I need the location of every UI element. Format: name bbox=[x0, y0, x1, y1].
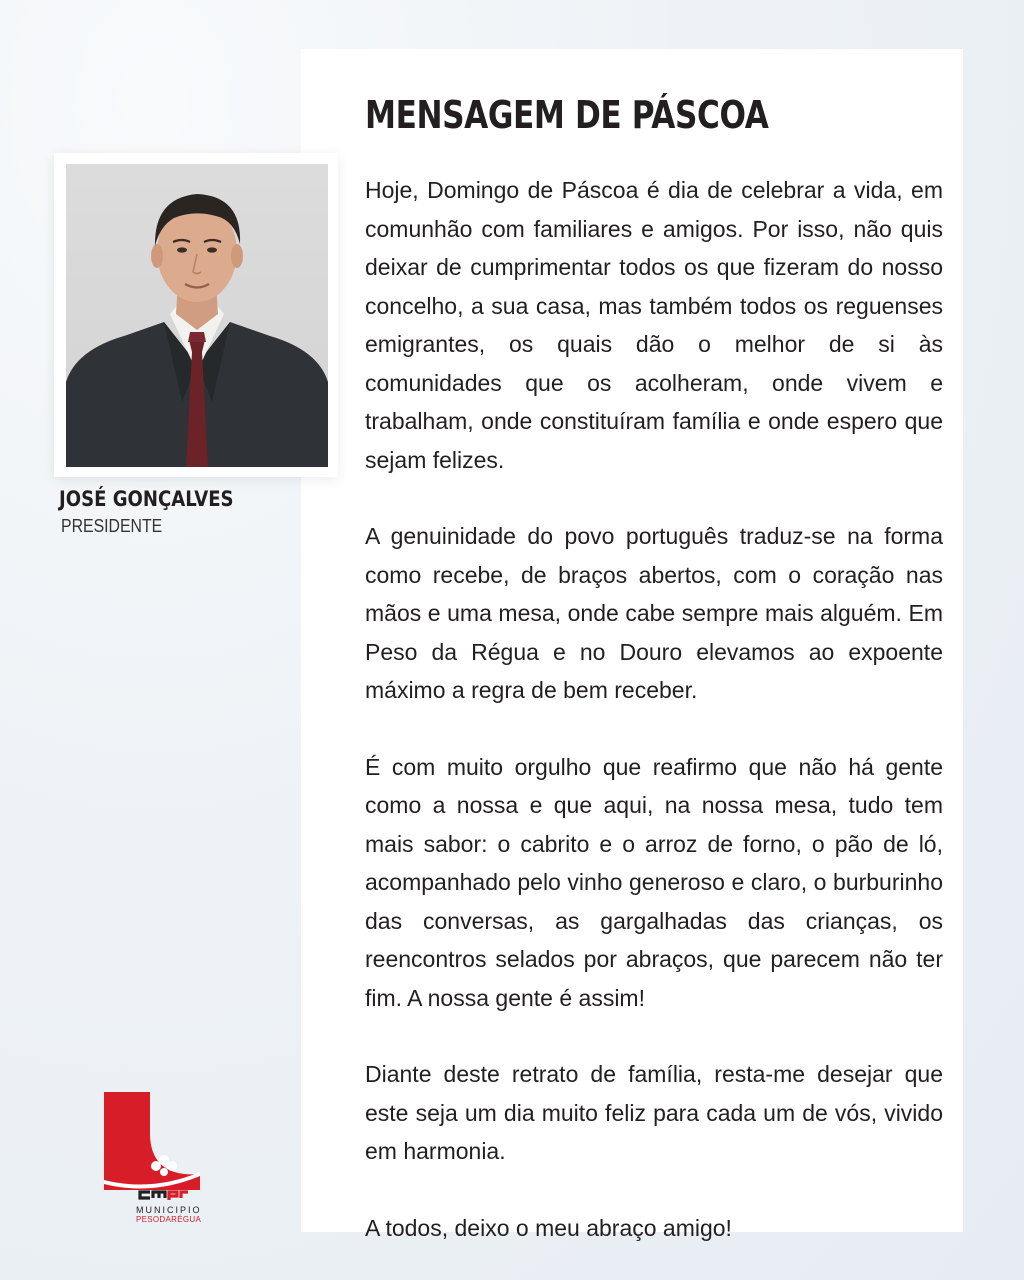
logo-line-municipio: MUNICIPIO bbox=[136, 1205, 202, 1215]
message-paragraph: Diante deste retrato de família, resta-me desejar que este seja um dia muito feliz para cada um de vós, vivido em harmonia. bbox=[365, 1061, 943, 1164]
logo-wordmark bbox=[140, 1192, 165, 1198]
portrait-photo bbox=[66, 164, 328, 467]
message-title: MENSAGEM DE PÁSCOA bbox=[365, 93, 769, 137]
portrait-frame bbox=[54, 153, 338, 477]
message-paragraph: A todos, deixo o meu abraço amigo! bbox=[365, 1214, 732, 1241]
message-paragraph: Hoje, Domingo de Páscoa é dia de celebrar a vida, em comunhão com familiares e amigos. Por isso, não quis deixar de cumprimentar todos os que fizeram do nosso concelho, a sua casa, mas também todos os reguenses emigrantes, os quais dão o melhor de si às comunidades que os acolheram, onde vivem e trabalham, onde constituíram família e onde espero que sejam felizes. bbox=[365, 177, 943, 473]
message-card bbox=[301, 49, 963, 1241]
author-name: JOSÉ GONÇALVES bbox=[59, 487, 234, 511]
logo-line-peso-da-regua: PESODARÉGUA bbox=[136, 1215, 202, 1224]
author-role: PRESIDENTE bbox=[61, 516, 163, 536]
message-paragraph: É com muito orgulho que reafirmo que não há gente como a nossa e que aqui, na nossa mesa, tudo tem mais sabor: o cabrito e o arroz de forno, o pão de ló, acompanhado pelo vinho generoso e claro, o burburinho das conversas, as gargalhadas das crianças, os reencontros selados por abraços, que parecem não ter fim. A nossa gente é assim! bbox=[365, 753, 943, 1011]
message-body bbox=[365, 171, 943, 1247]
municipality-logo bbox=[100, 1088, 206, 1234]
portrait-illustration bbox=[66, 164, 328, 467]
municipality-logo-mark bbox=[100, 1088, 206, 1204]
message-paragraph: A genuinidade do povo português traduz-se na forma como recebe, de braços abertos, com o coração nas mãos e uma mesa, onde cabe sempre mais alguém. Em Peso da Régua e no Douro elevamos ao expoente máximo a regra de bem receber. bbox=[365, 523, 943, 703]
